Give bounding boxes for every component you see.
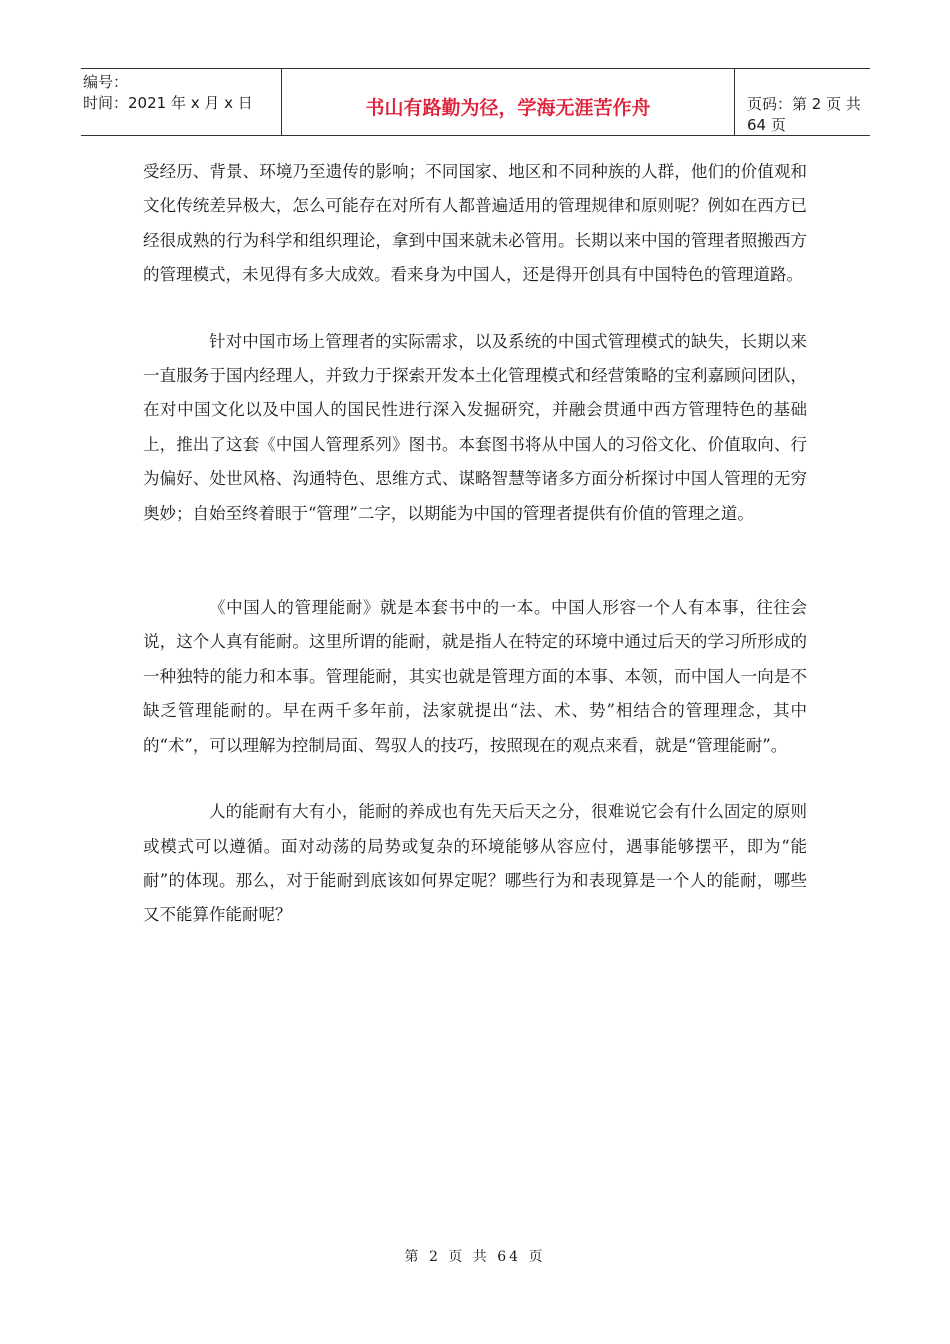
document-body	[143, 155, 807, 933]
header-page-info: 页码：第 2 页 共 64 页	[747, 95, 861, 134]
page-footer: 第 2 页 共 64 页	[404, 1249, 546, 1265]
page-header	[81, 68, 870, 136]
header-motto: 书山有路勤为径，学海无涯苦作舟	[282, 69, 735, 135]
paragraph-2: 针对中国市场上管理者的实际需求，以及系统的中国式管理模式的缺失，长期以来一直服务于国内经理人，并致力于探索开发本土化管理模式和经营策略的宝利嘉顾问团队，在对中国文化以及中国人的国民性进行深入发掘研究，并融会贯通中西方管理特色的基础上，推出了这套《中国人管理系列》图书。本套图书将从中国人的习俗文化、价值取向、行为偏好、处世风格、沟通特色、思维方式、谋略智慧等诸多方面分析探讨中国人管理的无穷奥妙；自始至终着眼于“管理”二字，以期能为中国的管理者提供有价值的管理之道。	[143, 331, 807, 523]
date-label: 时间：2021 年 x 月 x 日	[83, 94, 253, 112]
paragraph-3: 《中国人的管理能耐》就是本套书中的一本。中国人形容一个人有本事，往往会说，这个人真有能耐。这里所谓的能耐，就是指人在特定的环境中通过后天的学习所形成的一种独特的能力和本事。管理能耐，其实也就是管理方面的本事、本领，而中国人一向是不缺乏管理能耐的。早在两千多年前，法家就提出“法、术、势”相结合的管理理念，其中的“术”，可以理解为控制局面、驾驭人的技巧，按照现在的观点来看，就是“管理能耐”。	[143, 598, 807, 755]
paragraph-1: 受经历、背景、环境乃至遗传的影响；不同国家、地区和不同种族的人群，他们的价值观和文化传统差异极大，怎么可能存在对所有人都普遍适用的管理规律和原则呢？例如在西方已经很成熟的行为科学和组织理论，拿到中国来就未必管用。长期以来中国的管理者照搬西方的管理模式，未见得有多大成效。看来身为中国人，还是得开创具有中国特色的管理道路。	[143, 162, 807, 285]
number-label: 编号：	[83, 73, 129, 91]
paragraph-4: 人的能耐有大有小，能耐的养成也有先天后天之分，很难说它会有什么固定的原则或模式可以遵循。面对动荡的局势或复杂的环境能够从容应付，遇事能够摆平，即为“能耐”的体现。那么，对于能耐到底该如何界定呢？哪些行为和表现算是一个人的能耐，哪些又不能算作能耐呢？	[143, 802, 807, 925]
header-meta	[81, 69, 282, 135]
